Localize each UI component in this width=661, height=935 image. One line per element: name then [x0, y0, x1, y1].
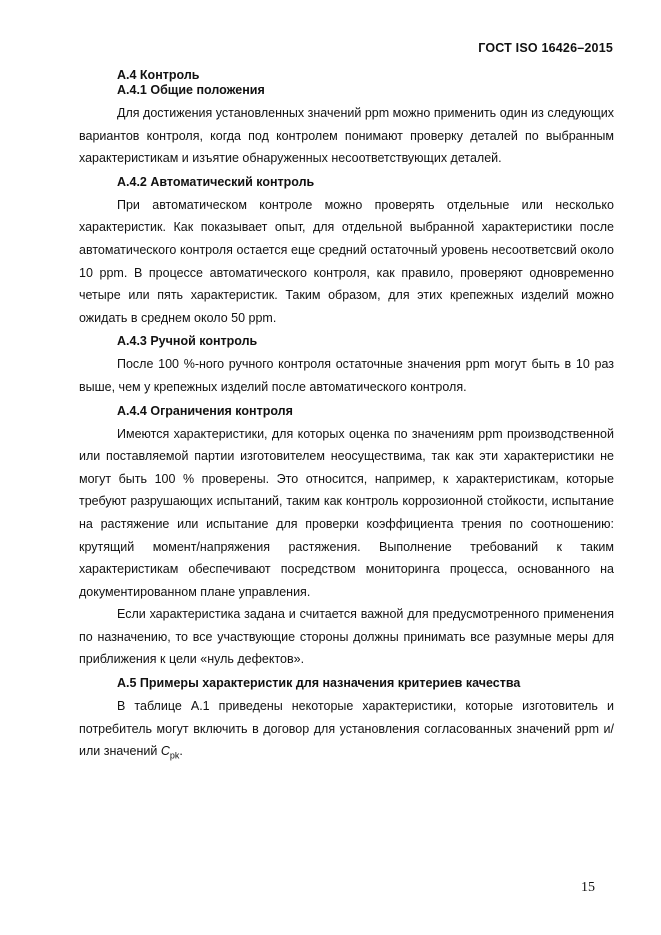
cpk-subscript: pk — [169, 750, 180, 761]
section-a42-title: А.4.2 Автоматический контроль — [117, 174, 315, 189]
page-number: 15 — [581, 880, 595, 895]
section-a44-title: А.4.4 Ограничения контроля — [117, 403, 293, 418]
section-a5-title: А.5 Примеры характеристик для назначения критериев качества — [117, 676, 521, 691]
section-a41-title: А.4.1 Общие положения — [117, 83, 265, 97]
section-a4-title: А.4 Контроль — [117, 68, 200, 82]
document-id-header: ГОСТ ISO 16426–2015 — [478, 41, 613, 55]
document-body — [79, 68, 614, 767]
section-a5-paragraph-end: . — [179, 744, 183, 759]
section-a43-paragraph: После 100 %-ного ручного контроля остаточные значения ppm могут быть в 10 раз выше, чем у крепежных изделий после автоматического контроля. — [79, 357, 614, 394]
section-a42-paragraph: При автоматическом контроле можно проверять отдельные или несколько характеристик. Как показывает опыт, для отдельной выбранной характеристики после автоматического контроля остается еще средний остаточный уровень несоответсвий около 10 ppm. В процессе автоматического контроля, как правило, проверяют одновременно четыре или пять характеристик. Таким образом, для этих крепежных изделий можно ожидать в среднем около 50 ppm. — [79, 197, 614, 325]
section-a43-title: А.4.3 Ручной контроль — [117, 334, 258, 349]
cpk-symbol: C — [160, 744, 170, 759]
section-a44-paragraph-2: Если характеристика задана и считается важной для предусмотренного применения по назначению, то все участвующие стороны должны принимать все разумные меры для приближения к цели «нуль дефектов». — [79, 607, 614, 667]
section-a5-paragraph — [79, 695, 614, 767]
section-a5-paragraph-text: В таблице А.1 приведены некоторые характеристики, которые изготовитель и потребитель могут включить в договор для установления согласованных значений ppm и/или значений — [79, 699, 614, 759]
section-a44-paragraph-1: Имеются характеристики, для которых оценка по значениям ppm производственной или поставляемой партии изготовителем неосуществима, так как эти характеристики не могут быть 100 % проверены. Это относится, например, к характеристикам, которые требуют разрушающих испытаний, таким как контроль коррозионной стойкости, испытание на растяжение или испытание для проверки коэффициента трения по соотношению: крутящий момент/напряжения растяжения. Выполнение требований к таким характеристикам обеспечивают посредством мониторинга процесса, основанного на документированном плане управления. — [79, 426, 614, 599]
section-a41-paragraph: Для достижения установленных значений ppm можно применить один из следующих вариантов контроля, когда под контролем понимают проверку деталей по выбранным характеристикам и изъятие обнаруженных несоответствующих деталей. — [79, 106, 614, 166]
